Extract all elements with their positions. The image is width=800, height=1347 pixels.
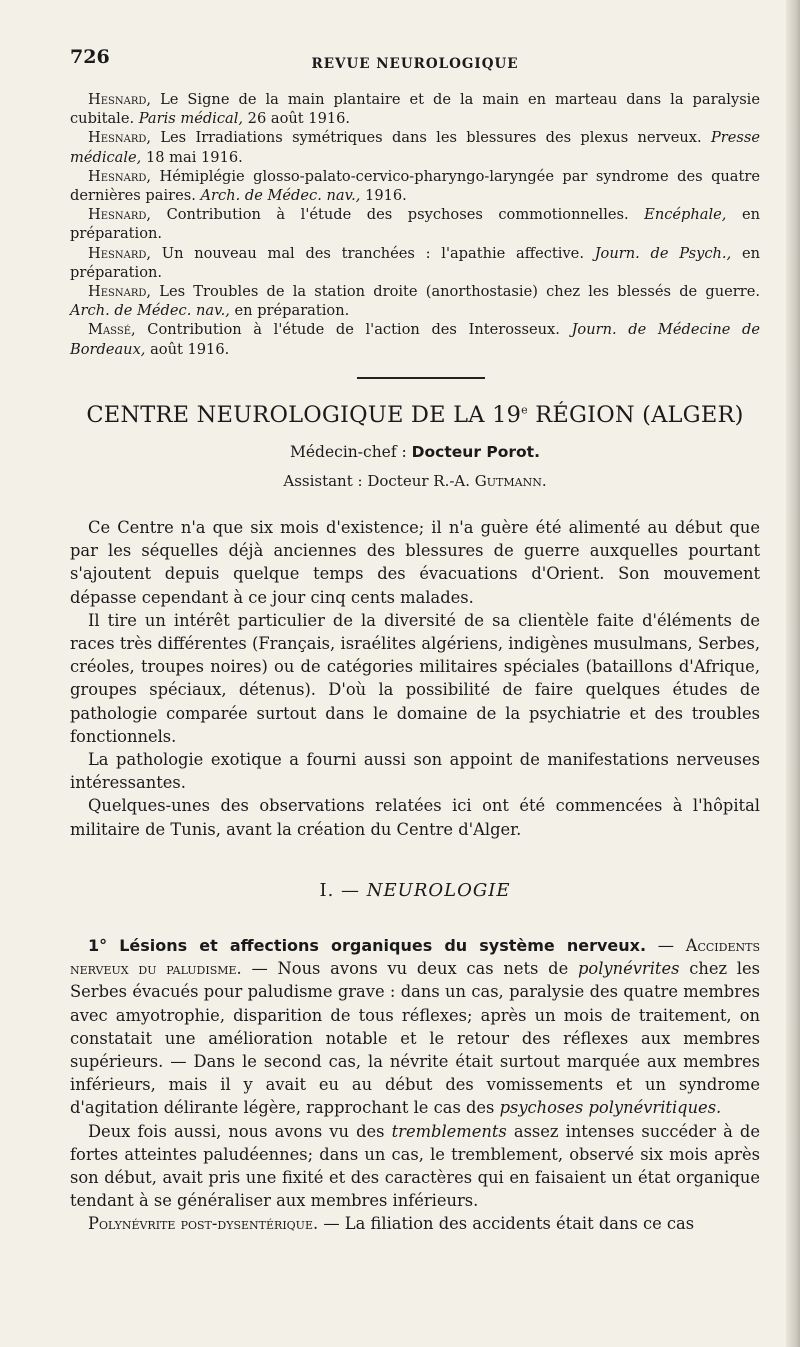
ref-author: Massé, <box>88 321 136 339</box>
ref-title: Un nouveau mal des tranchées : l'apathie affective. <box>151 244 595 262</box>
ref-date: août 1916. <box>145 340 230 358</box>
page-number: 726 <box>70 46 110 68</box>
page-header <box>70 46 760 76</box>
ref-title: Hémiplégie glosso-palato-cervico-pharyngo-laryngée par syndrome des quatre dernières paires. <box>70 167 760 205</box>
paragraph: Il tire un intérêt particulier de la diversité de sa clientèle faite d'éléments de races très différentes (Français, israélites algériens, indigènes musulmans, Serbes, créoles, troupes noires) ou de catégories militaires spéciales (bataillons d'Afrique, groupes spéciaux, détenus). D'où la possibilité de faire quelques études de pathologie comparée surtout dans le domaine de la psychiatrie et des troubles fonctionnels. <box>70 610 760 746</box>
ref-journal: Arch. de Médec. nav., <box>200 187 361 205</box>
ref-title: Les Irradiations symétriques dans les blessures des plexus nerveux. <box>151 129 711 147</box>
paragraph: Quelques-unes des observations relatées ici ont été commencées à l'hôpital militaire de Tunis, avant la création du Centre d'Alger. <box>70 796 760 839</box>
section-title-superscript: e <box>521 403 528 417</box>
ref-journal: Journ. de Médecine de Bordeaux, <box>70 321 760 358</box>
ref-title: Le Signe de la main plantaire et de la main en marteau dans la paralysie cubitale. <box>70 91 760 128</box>
part-heading <box>70 880 760 901</box>
ref-author: Hesnard, <box>88 91 152 108</box>
paragraph <box>70 1120 760 1213</box>
ref-date: 1916. <box>360 187 407 205</box>
ref-date: 18 mai 1916. <box>141 148 243 166</box>
ref-date: en préparation. <box>229 302 350 320</box>
paragraph: Ce Centre n'a que six mois d'existence; il n'a guère été alimenté au début que par les séquelles déjà anciennes des blessures de guerre auxquelles pourtant s'ajoutent depuis quelque temps des évacuations d'Orient. Son mouvement dépasse cependant à ce jour cinq cents malades. <box>70 518 760 607</box>
text-run: — Nous avons vu deux cas nets de <box>241 959 578 979</box>
text-run: — La filiation des accidents était dans ce cas <box>318 1214 695 1234</box>
subsection-subtitle: Polynévrite post-dysentérique. <box>88 1214 319 1234</box>
italic-term: polynévrites <box>577 959 680 979</box>
text-run: Deux fois aussi, nous avons vu des <box>88 1121 392 1141</box>
italic-term: psychoses polynévritiques. <box>499 1098 722 1118</box>
reference-item <box>70 244 760 282</box>
ref-journal: Presse médicale, <box>70 129 760 166</box>
reference-item <box>70 90 760 128</box>
ref-title: Contribution à l'étude de l'action des Interosseux. <box>135 321 572 339</box>
part-title: NEUROLOGIE <box>366 880 511 901</box>
running-title: REVUE NEUROLOGIQUE <box>311 56 519 72</box>
ref-journal: Arch. de Médec. nav., <box>70 302 230 320</box>
text-run: assez intenses succéder à de fortes atteintes paludéennes; dans un cas, le tremblement, observé six mois après son début, avait pris une fixité et des caractères qui en faisaient un état organique tendant à se généraliser aux membres inférieurs. <box>70 1121 760 1211</box>
reference-list <box>70 90 760 359</box>
part-numeral: I. — <box>319 880 367 901</box>
page-gutter-shadow <box>786 0 800 1347</box>
ref-journal: Paris médical, <box>138 110 244 128</box>
paragraph: La pathologie exotique a fourni aussi son appoint de manifestations nerveuses intéressantes. <box>70 750 760 793</box>
subsection-heading: 1° Lésions et affections organiques du système nerveux. <box>88 936 647 955</box>
assistant-name: Gutmann. <box>474 472 547 490</box>
ref-author: Hesnard, <box>88 244 152 262</box>
reference-item <box>70 320 760 358</box>
neurology-text <box>70 934 760 1236</box>
reference-item <box>70 128 760 166</box>
chief-physician <box>70 443 760 461</box>
assistant-label: Assistant : Docteur R.-A. <box>283 472 475 490</box>
ref-journal: Encéphale, <box>644 206 727 224</box>
ref-author: Hesnard, <box>88 167 152 185</box>
ref-title: Les Troubles de la station droite (anorthostasie) chez les blessés de guerre. <box>151 283 760 301</box>
ref-journal: Journ. de Psych., <box>594 244 732 262</box>
intro-text <box>70 516 760 841</box>
text-run: chez les Serbes évacués pour paludisme grave : dans un cas, paralysie des quatre membres avec amyotrophie, disparition de tous réflexes; après un mois de traitement, on constatait une amélioration notable et le retour des réflexes aux membres supérieurs. — Dans le second cas, la névrite était surtout marquée aux membres inférieurs, mais il y avait eu au début des vomissements et un syndrome d'agitation délirante légère, rapprochant le cas des <box>70 959 760 1118</box>
section-title-part: CENTRE NEUROLOGIQUE DE LA 19 <box>86 402 522 428</box>
ref-date: en préparation. <box>70 244 760 281</box>
ref-author: Hesnard, <box>88 129 152 147</box>
italic-term: tremblements <box>391 1121 507 1141</box>
reference-item <box>70 205 760 243</box>
paragraph <box>70 934 760 1120</box>
paragraph <box>70 1212 760 1235</box>
assistant-line <box>70 472 760 490</box>
section-divider <box>357 377 485 379</box>
chief-label: Médecin-chef : <box>290 443 412 461</box>
chief-name: Docteur Porot. <box>411 443 540 461</box>
section-title <box>70 402 760 428</box>
dash: — <box>646 936 686 955</box>
reference-item <box>70 282 760 320</box>
ref-author: Hesnard, <box>88 206 152 224</box>
subsection-subtitle: Accidents nerveux du paludisme. <box>70 936 760 979</box>
ref-title: Contribution à l'étude des psychoses commotionnelles. <box>151 206 645 224</box>
reference-item <box>70 167 760 205</box>
ref-author: Hesnard, <box>88 283 152 301</box>
ref-date: en préparation. <box>70 206 760 243</box>
section-title-part: RÉGION (ALGER) <box>527 402 744 428</box>
ref-date: 26 août 1916. <box>243 110 351 128</box>
